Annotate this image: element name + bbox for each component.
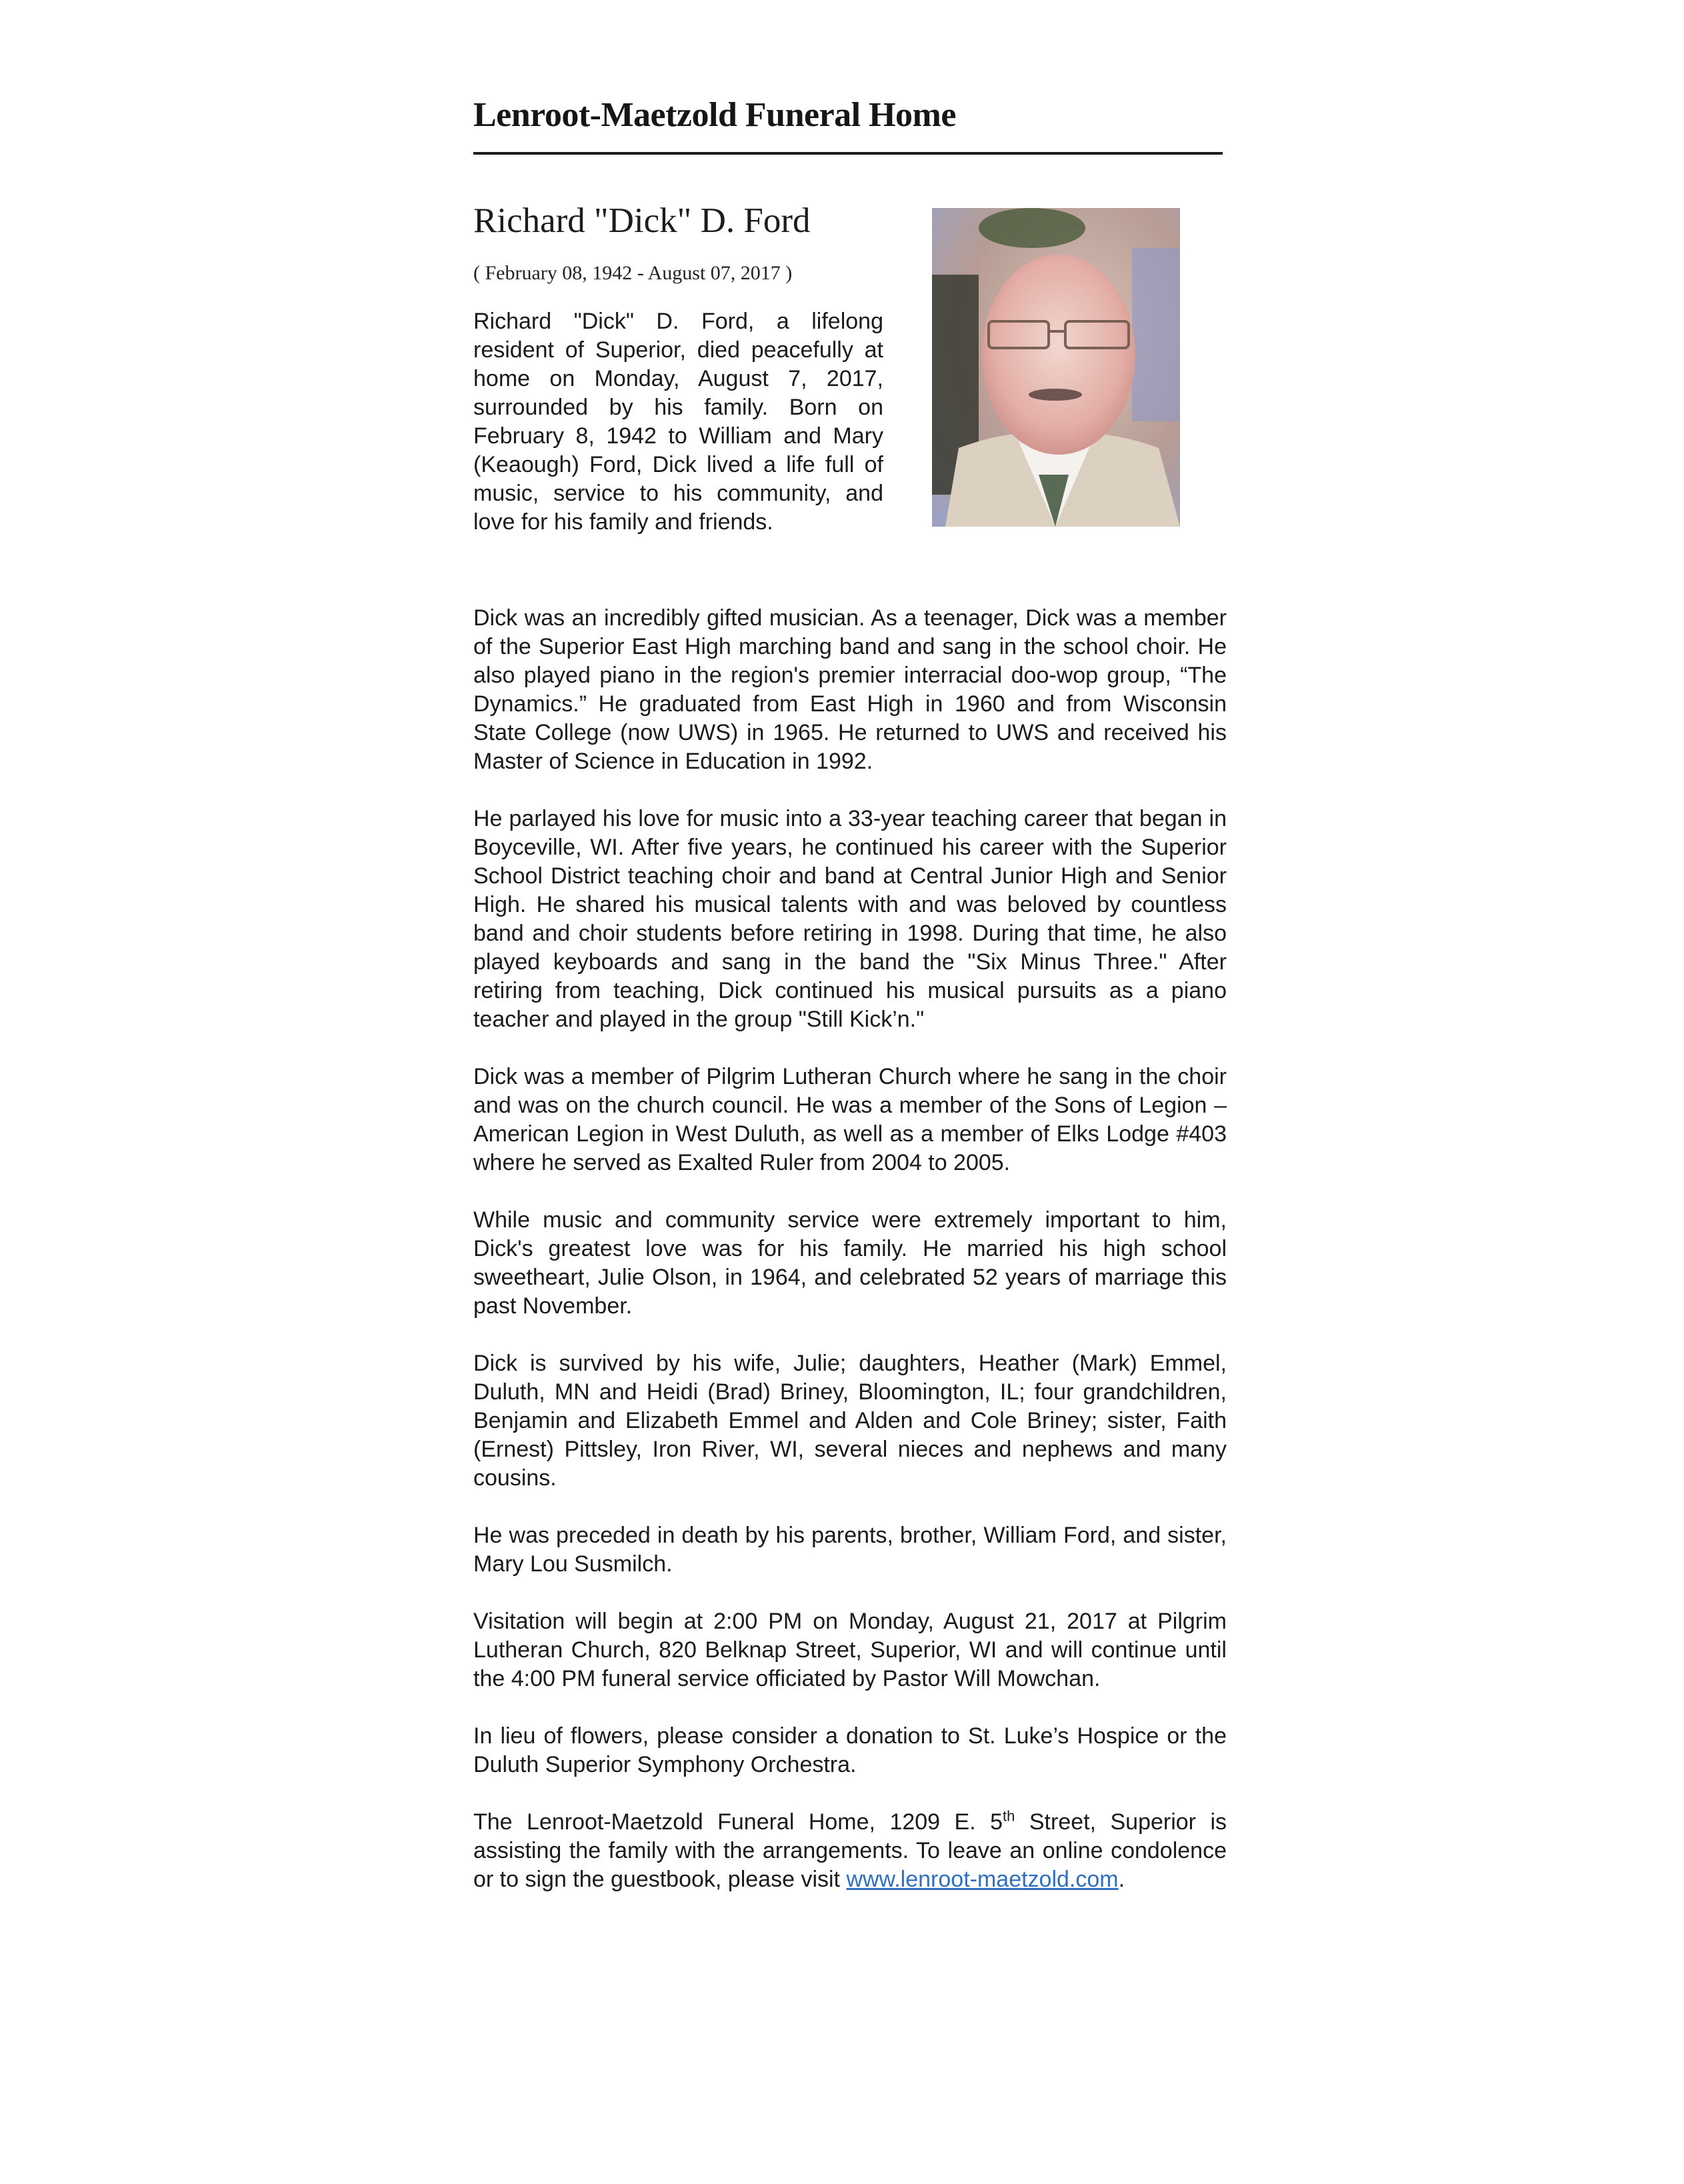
memorials-paragraph: In lieu of flowers, please consider a donation to St. Luke’s Hospice or the Duluth Superior Symphony Orchestra. (473, 1723, 1227, 1778)
intro-paragraph: Richard "Dick" D. Ford, a lifelong resident of Superior, died peacefully at home on Monday, August 7, 2017, surrounded by his family. Born on February 8, 1942 to William and Mary (Keaough) Ford, Dick lived a life full of music, service to his community, and love for his family and friends. (473, 308, 883, 535)
preceded-paragraph: He was preceded in death by his parents, brother, William Ford, and sister, Mary Lou Susmilch. (473, 1523, 1227, 1577)
family-paragraph: While music and community service were extremely important to him, Dick's greatest love was for his family. He married his high school sweetheart, Julie Olson, in 1964, and celebrated 52 years of marriage this past November. (473, 1207, 1227, 1319)
arrangements-text-3: . (1118, 1867, 1125, 1893)
ordinal-suffix: th (1003, 1808, 1015, 1825)
career-paragraph: He parlayed his love for music into a 33-year teaching career that began in Boyceville, WI. After five years, he continued his career with the Superior School District teaching choir and band at Central Junior High and Senior High. He shared his musical talents with and was beloved by countless band and choir students before retiring in 1998. During that time, he also played keyboards and sang in the band the "Six Minus Three." After retiring from teaching, Dick continued his musical pursuits as a piano teacher and played in the group "Still Kick’n." (473, 806, 1227, 1033)
obituary-body (473, 604, 1227, 1894)
survivors-paragraph: Dick is survived by his wife, Julie; daughters, Heather (Mark) Emmel, Duluth, MN and Heidi (Brad) Briney, Bloomington, IL; four grandchildren, Benjamin and Elizabeth Emmel and Alden and Cole Briney; sister, Faith (Ernest) Pittsley, Iron River, WI, several nieces and nephews and many cousins. (473, 1351, 1227, 1491)
header-divider (473, 152, 1223, 155)
obituary-page (473, 87, 1227, 1923)
portrait-image (932, 208, 1180, 527)
arrangements-text-1: The Lenroot-Maetzold Funeral Home, 1209 E. 5 (473, 1809, 1003, 1835)
obituary-header (473, 201, 1227, 581)
life-dates: ( February 08, 1942 - August 07, 2017 ) (473, 261, 793, 284)
community-paragraph: Dick was a member of Pilgrim Lutheran Church where he sang in the choir and was on the church council. He was a member of the Sons of Legion – American Legion in West Duluth, as well as a member of Elks Lodge #403 where he served as Exalted Ruler from 2004 to 2005. (473, 1064, 1227, 1176)
music-paragraph: Dick was an incredibly gifted musician. As a teenager, Dick was a member of the Superior East High marching band and sang in the school choir. He also played piano in the region's premier interracial doo-wop group, “The Dynamics.” He graduated from East High in 1960 and from Wisconsin State College (now UWS) in 1965. He returned to UWS and received his Master of Science in Education in 1992. (473, 605, 1227, 775)
arrangements-paragraph (473, 1808, 1227, 1894)
guestbook-link[interactable]: www.lenroot-maetzold.com (846, 1867, 1119, 1893)
portrait-photo (932, 208, 1180, 527)
visitation-paragraph: Visitation will begin at 2:00 PM on Monday, August 21, 2017 at Pilgrim Lutheran Church, 820 Belknap Street, Superior, WI and will continue until the 4:00 PM funeral service officiated by Pastor Will Mowchan. (473, 1609, 1227, 1692)
funeral-home-title: Lenroot-Maetzold Funeral Home (473, 96, 956, 134)
deceased-name: Richard "Dick" D. Ford (473, 201, 811, 241)
arrangements-text-2: Street, Superior is assisting the family with the arrangements. To leave an online condolence or to sign the guestbook, please visit (473, 1809, 1227, 1893)
